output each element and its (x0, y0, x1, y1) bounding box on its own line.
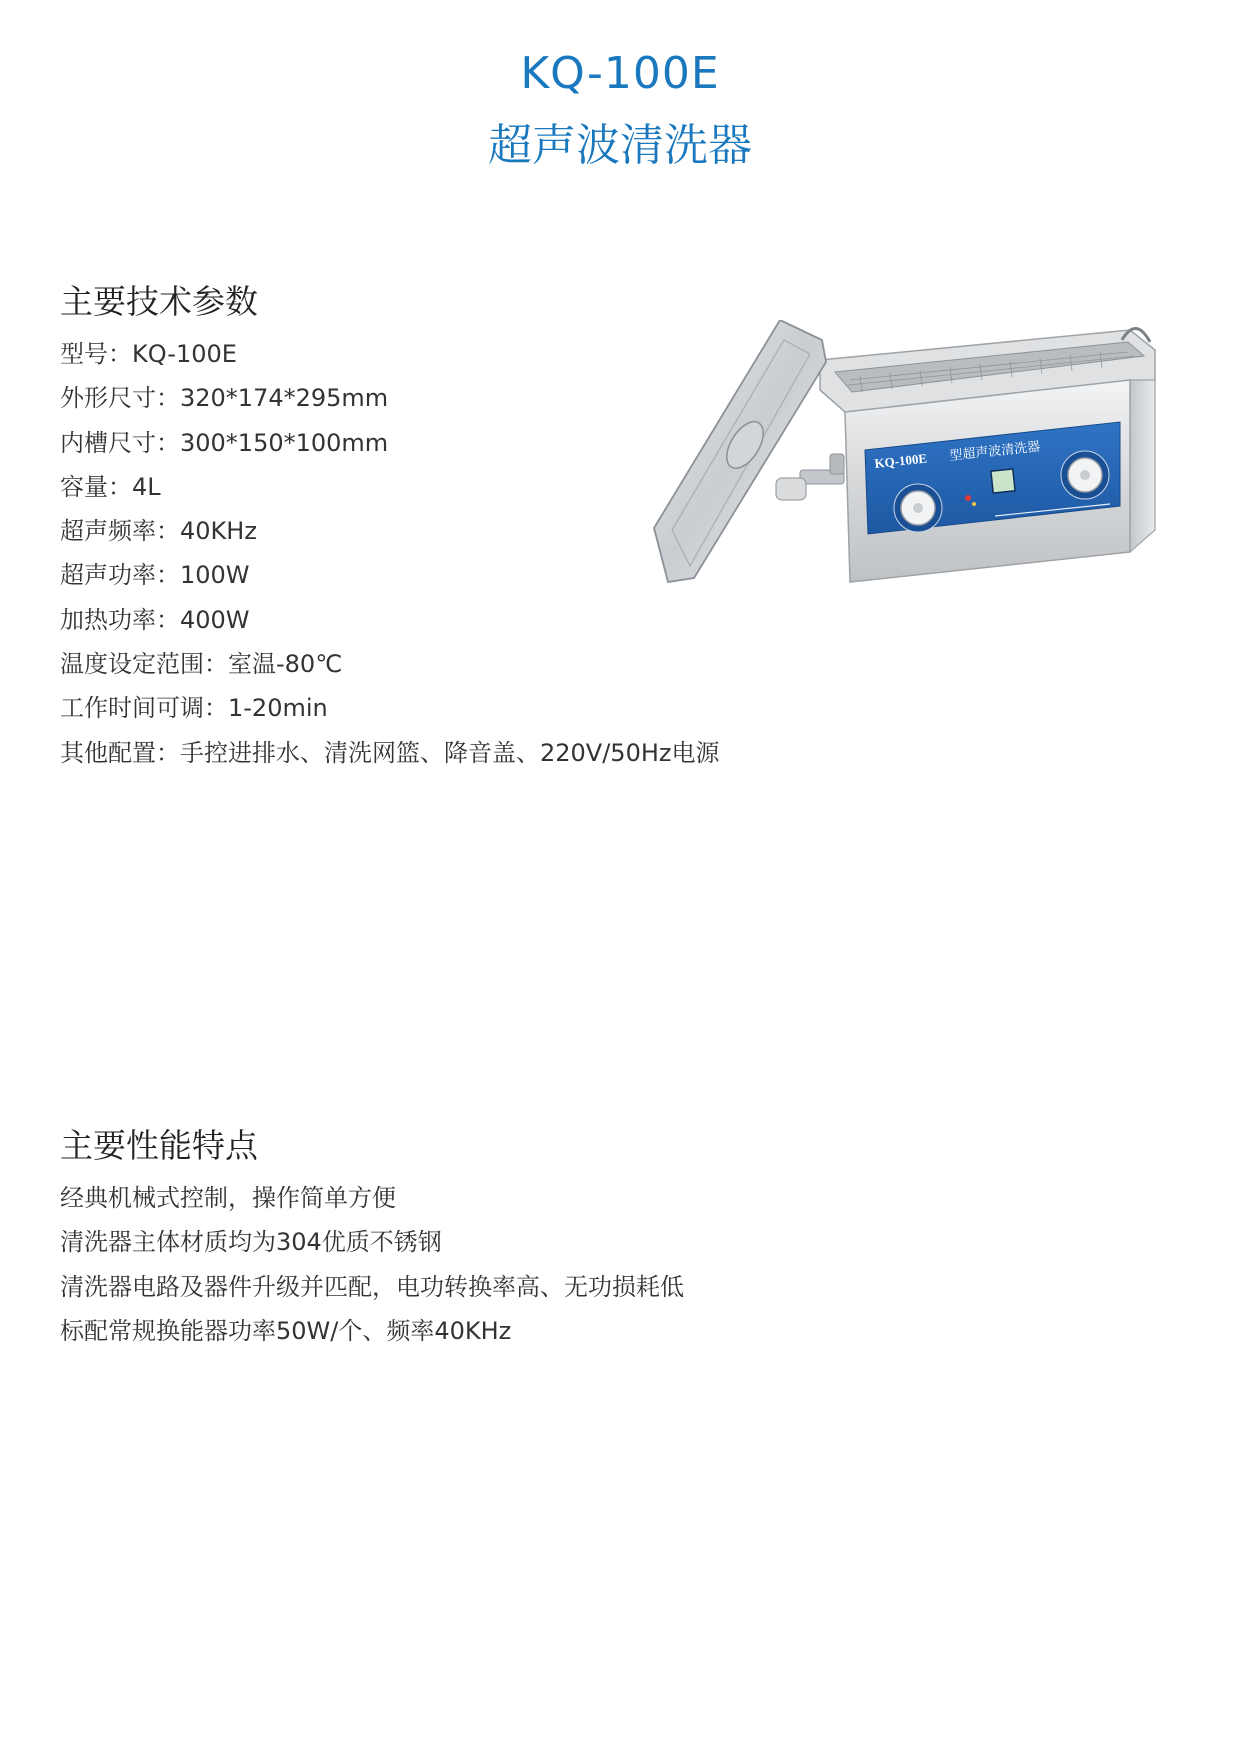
spec-label: 型号 (60, 340, 108, 368)
spec-separator: ： (156, 738, 180, 767)
spec-label: 超声频率 (60, 517, 156, 546)
spec-label: 容量 (60, 472, 108, 501)
spec-row (60, 421, 720, 465)
spec-separator: ： (204, 650, 228, 679)
spec-row (60, 376, 720, 420)
spec-value: 1-20min (228, 694, 328, 723)
spec-value: 40KHz (180, 517, 257, 546)
spec-value: 100W (180, 561, 250, 590)
page-title: KQ-100E (520, 48, 720, 99)
spec-value: 手控进排水、清洗网篮、降音盖、220V/50Hz电源 (180, 738, 720, 767)
spec-row (60, 465, 720, 509)
spec-label: 外形尺寸 (60, 384, 156, 413)
panel-model-text: KQ-100E (873, 450, 928, 471)
specs-heading: 主要技术参数 (60, 282, 258, 321)
spec-separator: ： (156, 561, 180, 590)
indicator-light (965, 495, 971, 501)
spec-label: 其他配置 (60, 738, 156, 767)
spec-row (60, 686, 720, 730)
spec-separator: ： (156, 605, 180, 634)
spec-value: 400W (180, 605, 250, 634)
panel-type-text: 型超声波清洗器 (948, 439, 1041, 464)
page-subtitle: 超声波清洗器 (488, 120, 752, 171)
spec-label: 温度设定范围 (60, 650, 204, 679)
spec-label: 加热功率 (60, 605, 156, 634)
spec-row (60, 509, 720, 553)
spec-row (60, 642, 720, 686)
spec-row (60, 332, 720, 376)
spec-separator: ： (204, 694, 228, 723)
spec-value: 4L (132, 472, 161, 501)
spec-label: 工作时间可调 (60, 694, 204, 723)
spec-value: 300*150*100mm (180, 428, 389, 457)
drain-valve (776, 454, 844, 500)
spec-row (60, 731, 720, 775)
spec-row (60, 553, 720, 597)
header (0, 44, 1240, 176)
spec-separator: ： (156, 428, 180, 457)
spec-label: 超声功率 (60, 561, 156, 590)
spec-row (60, 598, 720, 642)
features-heading: 主要性能特点 (60, 1126, 258, 1165)
feature-list (60, 1176, 684, 1353)
spec-value: KQ-100E (132, 340, 237, 368)
product-image (650, 320, 1160, 680)
spec-value: 室温-80℃ (228, 650, 343, 679)
spec-value: 320*174*295mm (180, 384, 389, 413)
feature-item: 标配常规换能器功率50W/个、频率40KHz (60, 1316, 512, 1345)
spec-separator: ： (108, 340, 132, 368)
feature-item: 经典机械式控制，操作简单方便 (60, 1184, 396, 1212)
spec-separator: ： (156, 517, 180, 546)
timer-knob (894, 484, 942, 532)
feature-item: 清洗器主体材质均为304优质不锈钢 (60, 1228, 442, 1257)
heater-knob (1061, 451, 1109, 499)
indicator-light (972, 502, 976, 506)
spec-list (60, 332, 720, 775)
spec-separator: ： (156, 384, 180, 413)
temperature-display (991, 469, 1015, 493)
feature-item: 清洗器电路及器件升级并匹配，电功转换率高、无功损耗低 (60, 1272, 684, 1301)
spec-label: 内槽尺寸 (60, 428, 156, 457)
cleaner-side (1130, 380, 1155, 552)
spec-separator: ： (108, 472, 132, 501)
